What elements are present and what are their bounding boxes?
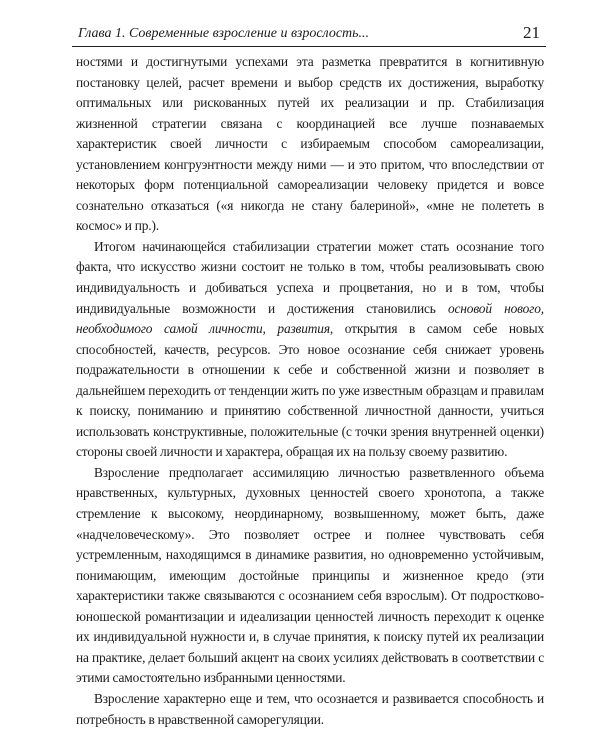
paragraph — [76, 52, 544, 237]
paragraph — [76, 237, 544, 463]
text-run: Взросление предполагает ассимиляцию личностью разветвленного объема нравственных, культурных, духовных ценностей своего хронотопа, а также стремление к высокому, неординарному, возвышенному, может быть, даже «надчеловеческому». Это позволяет острее и полнее чувствовать себя устремленным, находящимся в динамике развития, но одновременно устойчивым, понимающим, имеющим достойные принципы и жизненное кредо (эти характеристики также связываются с осознанием себя взрослым). От подростково-юношеской романтизации и идеализации ценностей личность переходит к оценке их индивидуальной нужности и, в случае принятия, к поиску путей их реализации на практике, делает больший акцент на своих усилиях действовать в соответствии с этими самостоятельно избранными ценностями. — [76, 464, 544, 686]
running-head: Глава 1. Современные взросление и взрослость... — [78, 26, 370, 41]
text-run: , открытия в самом себе новых способностей, качеств, ресурсов. Это новое осознание себя снижает уровень подражательности в отношении к себе и собственной жизни и позволяет в дальнейшем переходить от тенденции жить по уже известным образцам и правилам к поиску, пониманию и принятию собственной личностной данности, учиться использовать конструктивные, положительные (с точки зрения внутренней оценки) стороны своей личности и характера, обращая их на пользу своему развитию. — [76, 321, 545, 460]
paragraph — [76, 689, 544, 730]
page-number: 21 — [523, 23, 540, 42]
text-run: Итогом начинающейся стабилизации стратегии может стать осознание того факта, что искусство жизни состоит не только в том, чтобы реализовывать свою индивидуальность и добиваться успеха и процветания, но и в том, чтобы индивидуальные возможности и достижения становились — [76, 238, 544, 316]
paragraph — [76, 463, 544, 689]
text-run: Взросление характерно еще и тем, что осознается и развивается способность и потребность в нравственной саморегуляции. — [76, 690, 544, 727]
text-run: ностями и достигнутыми успехами эта разметка превратится в когнитивную постановку целей, расчет времени и выбор средств их достижения, выработку оптимальных или рискованных путей их реализации и пр. Стабилизация жизненной стратегии связана с координацией все лучше познаваемых характеристик своей личности с избираемым способом самореализации, установлением конгруэнтности между ними — и это притом, что впоследствии от некоторых форм потенциальной самореализации человеку придется и вовсе сознательно отказаться («я никогда не стану балериной», «мне не полететь в космос» и пр.). — [76, 54, 544, 234]
header-rule — [72, 46, 546, 47]
italic-emphasis: основой нового, необходимого самой личности, развития — [76, 300, 544, 337]
body-text — [76, 52, 544, 730]
